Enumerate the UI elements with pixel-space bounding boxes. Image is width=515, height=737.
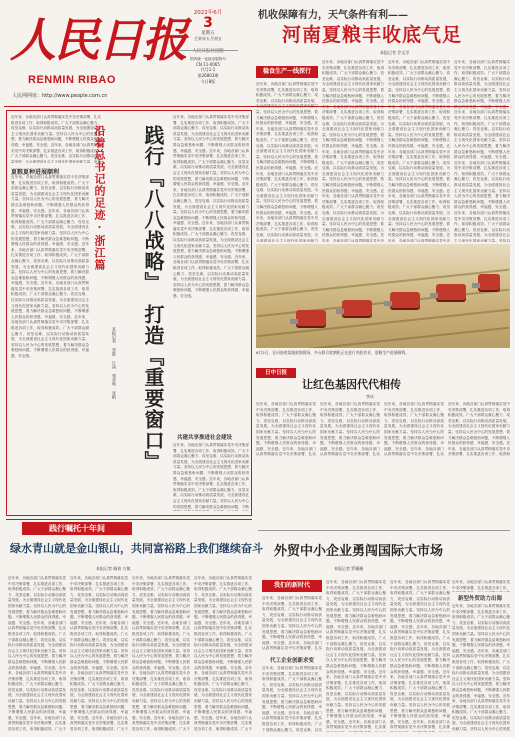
date-year: 2022年6月 [193, 10, 223, 16]
harvester-5 [478, 274, 500, 290]
serial: 国内统一连续出版物号 [190, 57, 226, 61]
anniversary-text-1: 近年来，各地各部门认真贯彻落实党中央决策部署，扎实推进各项工作，取得积极成效。广大干部群众凝心聚力、攻坚克难，以实际行动推动高质量发展，为全面建设社会主义现代化国家贡献力量。坚持以人民为中心的发展思想，着力解决群众急难愁盼问题，不断增强人民群众的获得感、幸福感、安全感。近年来，各地各部门认真贯彻落实党中央决策部署，扎实推进各项工作，取得积极成效。广大干部群众凝心聚力、攻坚克难，以实际行动推动高质量发展，为全面建设社会主义现代化国家贡献力量。坚持以人民为中心的发展思想，着力解决群众急难愁盼问题，不断增强人民群众的获得感、幸福感、安全感。近年来，各地各部门认真贯彻落实党中央决策部署，扎实推进各项工作，取得积极成效。广大干部群众凝心聚力、攻坚克难，以实际行动推动高质量发展，为全面建设社会主义现代化国家贡献力量。坚持以人民为中心的发展思想，着力解决群众急难愁盼问题，不断增强人民群众的获得感、幸福感、安全感。近年来，各地各部门认真贯彻落实党中央决策部署，扎实推进各项工作，取得积极成效。广大干 [8, 576, 66, 732]
red-gene-text-4: 近年来，各地各部门认真贯彻落实党中央决策部署，扎实推进各项工作，取得积极成效。广大干部群众凝心聚力、攻坚克难，以实际行动推动高质量发展，为全面建设社会主义现代化国家贡献力量。坚持以人民为中心的发展思想，着力解决群众急难愁盼问题，不断增强人民群众的获得感、幸福感、安全感。近年来，各地各部门认真贯彻落实党中央决策部署，扎实推进各项工作，取得积 [448, 402, 510, 456]
red-gene-tag: 日中日报 [256, 368, 296, 378]
trade-section-tag: 我们的新时代 [262, 580, 322, 592]
trade-text-3: 近年来，各地各部门认真贯彻落实党中央决策部署，扎实推进各项工作，取得积极成效。广大干部群众凝心聚力、攻坚克难，以实际行动推动高质量发展，为全面建设社会主义现代化国家贡献力量。坚持以人民为中心的发展思想，着力解决群众急难愁盼问题，不断增强人民群众的获得感、幸福感、安全感。近年来，各地各部门认真贯彻落实党中央决策部署，扎实推进各项工作，取得积极成效。广大干部群众凝心聚力、攻坚克难，以实际行动推动高质量发展，为全面建设社会主义现代化国家贡献力量。坚持以人民为中心的发展思想，着力解决群众急难愁盼问题，不断增强人民群众的获得感、幸福感、安全感。近年来，各地各部门认真贯彻落实党中央决策部署，扎实推进各项工作，取得积极成效。广大干部群众凝心聚力、攻坚克难，以实际行动推动高质量发展，为全面建设社会主义现代化国家贡献力量。坚持以人民为中心的发展思想，着力解决群众急难愁盼问题，不断增强人民群众的获得感、幸福感、安全感。近年来，各地各部门认真贯彻落实党中央决策部署，扎实推 [326, 580, 386, 730]
masthead-pinyin: RENMIN RIBAO [28, 74, 116, 86]
edition: 人民日报社出版 [192, 49, 224, 54]
anniversary-text-4: 近年来，各地各部门认真贯彻落实党中央决策部署，扎实推进各项工作，取得积极成效。广大干部群众凝心聚力、攻坚克难，以实际行动推动高质量发展，为全面建设社会主义现代化国家贡献力量。坚持以人民为中心的发展思想，着力解决群众急难愁盼问题，不断增强人民群众的获得感、幸福感、安全感。近年来，各地各部门认真贯彻落实党中央决策部署，扎实推进各项工作，取得积极成效。广大干部群众凝心聚力、攻坚克难，以实际行动推动高质量发展，为全面建设社会主义现代化国家贡献力量。坚持以人民为中心的发展思想，着力解决群众急难愁盼问题，不断增强人民群众的获得感、幸福感、安全感。近年来，各地各部门认真贯彻落实党中央决策部署，扎实推进各项工作，取得积极成效。广大干部群众凝心聚力、攻坚克难，以实际行动推动高质量发展，为全面建设社会主义现代化国家贡献力量。坚持以人民为中心的发展思想，着力解决群众急难愁盼问题，不断增强人民群众的获得感、幸福感、安全感。近年来，各地各部门认真贯彻落实党中央决策部署，扎实推进各项工作，取得积极成效。广大干 [194, 576, 252, 732]
anniversary-tag: 践行嘱托十年间 [22, 522, 132, 535]
top-story [250, 4, 512, 459]
trade-text-1: 近年来，各地各部门认真贯彻落实党中央决策部署，扎实推进各项工作，取得积极成效。广大干部群众凝心聚力、攻坚克难，以实际行动推动高质量发展，为全面建设社会主义现代化国家贡献力量。坚持以人民为中心的发展思想，着力解决群众急难愁盼问题，不断增强人民群众的获得感、幸福感、安全感。近年来，各地各部门认真贯彻落实党中央决策部署，扎实 [262, 596, 322, 651]
anniversary-text-3: 近年来，各地各部门认真贯彻落实党中央决策部署，扎实推进各项工作，取得积极成效。广大干部群众凝心聚力、攻坚克难，以实际行动推动高质量发展，为全面建设社会主义现代化国家贡献力量。坚持以人民为中心的发展思想，着力解决群众急难愁盼问题，不断增强人民群众的获得感、幸福感、安全感。近年来，各地各部门认真贯彻落实党中央决策部署，扎实推进各项工作，取得积极成效。广大干部群众凝心聚力、攻坚克难，以实际行动推动高质量发展，为全面建设社会主义现代化国家贡献力量。坚持以人民为中心的发展思想，着力解决群众急难愁盼问题，不断增强人民群众的获得感、幸福感、安全感。近年来，各地各部门认真贯彻落实党中央决策部署，扎实推进各项工作，取得积极成效。广大干部群众凝心聚力、攻坚克难，以实际行动推动高质量发展，为全面建设社会主义现代化国家贡献力量。坚持以人民为中心的发展思想，着力解决群众急难愁盼问题，不断增强人民群众的获得感、幸福感、安全感。近年来，各地各部门认真贯彻落实党中央决策部署，扎实推进各项工作，取得积极成效。广大干 [132, 576, 190, 732]
page-count: 今日8版 [200, 79, 216, 84]
photo-caption: 6月2日，在河南省某地收割现场，多台联合收割机正在进行麦收作业，夏粮生产进展顺利。 [256, 350, 409, 355]
harvest-photo [256, 244, 510, 348]
masthead-website: 人民网网址：http://www.people.com.cn [12, 93, 108, 99]
red-gene-byline: 李庆 [366, 394, 374, 399]
trade-text-6: 近年来，各地各部门认真贯彻落实党中央决策部署，扎实推进各项工作，取得积极成效。广大干部群众凝心聚力、攻坚克难，以实际行动推动高质量发展，为全面建设社会主义现代化国家贡献力量。坚持以人民为中心的发展思想，着力解决群众急难愁盼问题，不断增强人民群众的获得感、幸福感、安全感。近年来，各地各部门认真贯彻落实党中央决策部署，扎实推进各项工作，取得积极成效。广大干部群众凝心聚力、攻坚克难，以实际行动推动高质量发展，为全面建设社会主义现代化国家贡献力量。坚持以人民为中心的发展思想，着力解决群众急难愁盼问题，不断增强人民群众的获得感、幸福感、安全感。近年来，各地各部门认真贯彻落实党中央决策部署，扎实推进各项工作，取得积极成效。广大干部群众凝心聚力、攻坚克难，以实际行动推动高质量发展，为全面建设社会主义现代化国家贡献力量。坚持以人民为中心的发展 [452, 604, 510, 732]
harvester-3 [390, 292, 420, 308]
harvester-4 [436, 284, 466, 300]
feature-byline: 本报记者 窦皓 江南 郑晋鸣 张帆 [112, 327, 117, 399]
date-lunar: 壬寅年五月初五 [194, 36, 222, 41]
feature-box [6, 110, 252, 516]
feature-intro: 近年来，各地各部门认真贯彻落实党中央决策部署，扎实推进各项工作，取得积极成效。广大干部群众凝心聚力、攻坚克难，以实际行动推动高质量发展，为全面建设社会主义现代化国家贡献力量。坚持以人民为中心的发展思想，着力解决群众急难愁盼问题，不断增强人民群众的获得感、幸福感、安全感。近年来，各地各部门认真贯彻落实党中央决策部署，扎实推进各项工作，取得积极成效。广大干部群众凝心聚力、攻坚克难，以实际行动推动高质量发展，为全面建设社会主义现代化国家贡献力量。坚持 [11, 115, 101, 163]
masthead-name: 人民日报 [10, 13, 186, 67]
trade-byline: 本报记者 罗珊珊 [334, 566, 364, 571]
issue-code: 代号1-1 [200, 67, 216, 72]
top-section-tag: 稳食生产一线探行 [256, 66, 318, 78]
issue-number: 第26803期 [197, 73, 219, 78]
top-text-col-3: 近年来，各地各部门认真贯彻落实党中央决策部署，扎实推进各项工作，取得积极成效。广大干部群众凝心聚力、攻坚克难，以实际行动推动高质量发展，为全面建设社会主义现代化国家贡献力量。坚持以人民为中心的发展思想，着力解决群众急难愁盼问题，不断增强人民群众的获得感、幸福感、安全感。近年来，各地各部门认真贯彻落实党中央决策部署，扎实推进各项工作，取得积极成效。广大干部群众凝心聚力、攻坚克难，以实际行动推动高质量发展，为全面建设社会主义现代化国家贡献力量。坚持以人民为中心的发展思想，着力解决群众急难愁盼问题，不断增强人民群众的获得感、幸福感、安全感。近年来，各地各部门认真贯彻落实党中央决策部署，扎实推进各项工作，取得积极成效。广大干部群众凝心聚力、攻坚克难，以实际行动推动高质量发展，为全面建设社会主义现代化国家贡献力量。坚持以人民为中心的发展思想，着力解决群众急难愁盼问题，不断增强人民群众的获得感、幸福感、安全感。近年来，各地各部门认真贯彻落实党中央决策部署，扎实推进各项工作，取得积极成效。广大干部群众凝心聚力、攻坚克难，以实际行动推动高质量发展，为全面建设社会主义现代化国家贡献力量。坚持以人民为中心的发展思想，着力解决群众急难愁盼问题，不断增强人民群众的获得感、幸福感、安全感。近年来，各地各部门认真贯彻落实党中央 [388, 60, 450, 242]
trade-sub-2: 新型外贸助力出海 [458, 596, 503, 602]
anniversary-text-2: 近年来，各地各部门认真贯彻落实党中央决策部署，扎实推进各项工作，取得积极成效。广大干部群众凝心聚力、攻坚克难，以实际行动推动高质量发展，为全面建设社会主义现代化国家贡献力量。坚持以人民为中心的发展思想，着力解决群众急难愁盼问题，不断增强人民群众的获得感、幸福感、安全感。近年来，各地各部门认真贯彻落实党中央决策部署，扎实推进各项工作，取得积极成效。广大干部群众凝心聚力、攻坚克难，以实际行动推动高质量发展，为全面建设社会主义现代化国家贡献力量。坚持以人民为中心的发展思想，着力解决群众急难愁盼问题，不断增强人民群众的获得感、幸福感、安全感。近年来，各地各部门认真贯彻落实党中央决策部署，扎实推进各项工作，取得积极成效。广大干部群众凝心聚力、攻坚克难，以实际行动推动高质量发展，为全面建设社会主义现代化国家贡献力量。坚持以人民为中心的发展思想，着力解决群众急难愁盼问题，不断增强人民群众的获得感、幸福感、安全感。近年来，各地各部门认真贯彻落实党中央决策部署，扎实推进各项工作，取得积极成效。广大干 [70, 576, 128, 732]
trade-text-2: 近年来，各地各部门认真贯彻落实党中央决策部署，扎实推进各项工作，取得积极成效。广大干部群众凝心聚力、攻坚克难，以实际行动推动高质量发展，为全面建设社会主义现代化国家贡献力量。坚持以人民为中心的发展思想，着力解决群众急难愁盼问题，不断增强人民群众的获得感、幸福感、安全感。近年来，各地各部门认真贯彻落实党中央决策部署，扎实推进各项工作，取得积极成效。广大干部群众凝心聚力、攻坚克难，以实 [262, 666, 322, 732]
trade-headline: 外贸中小企业勇闯国际大市场 [274, 544, 444, 559]
top-text-col-4: 近年来，各地各部门认真贯彻落实党中央决策部署，扎实推进各项工作，取得积极成效。广大干部群众凝心聚力、攻坚克难，以实际行动推动高质量发展，为全面建设社会主义现代化国家贡献力量。坚持以人民为中心的发展思想，着力解决群众急难愁盼问题，不断增强人民群众的获得感、幸福感、安全感。近年来，各地各部门认真贯彻落实党中央决策部署，扎实推进各项工作，取得积极成效。广大干部群众凝心聚力、攻坚克难，以实际行动推动高质量发展，为全面建设社会主义现代化国家贡献力量。坚持以人民为中心的发展思想，着力解决群众急难愁盼问题，不断增强人民群众的获得感、幸福感、安全感。近年来，各地各部门认真贯彻落实党中央决策部署，扎实推进各项工作，取得积极成效。广大干部群众凝心聚力、攻坚克难，以实际行动推动高质量发展，为全面建设社会主义现代化国家贡献力量。坚持以人民为中心的发展思想，着力解决群众急难愁盼问题，不断增强人民群众的获得感、幸福感、安全感。近年来，各地各部门认真贯彻落实党中央决策部署，扎实推进各项工作，取得积极成效。广大干部群众凝心聚力、攻坚克难，以实际行动推动高质量发展，为全面建设社会主义现代化国家贡献力量。坚持以 [454, 60, 510, 242]
date-day: 3 [203, 15, 213, 31]
top-text-col-2: 近年来，各地各部门认真贯彻落实党中央决策部署，扎实推进各项工作，取得积极成效。广大干部群众凝心聚力、攻坚克难，以实际行动推动高质量发展，为全面建设社会主义现代化国家贡献力量。坚持以人民为中心的发展思想，着力解决群众急难愁盼问题，不断增强人民群众的获得感、幸福感、安全感。近年来，各地各部门认真贯彻落实党中央决策部署，扎实推进各项工作，取得积极成效。广大干部群众凝心聚力、攻坚克难，以实际行动推动高质量发展，为全面建设社会主义现代化国家贡献力量。坚持以人民为中心的发展思想，着力解决群众急难愁盼问题，不断增强人民群众的获得感、幸福感、安全感。近年来，各地各部门认真贯彻落实党中央决策部署，扎实推进各项工作，取得积极成效。广大干部群众凝心聚力、攻坚克难，以实际行动推动高质量发展，为全面建设社会主义现代化国家贡献力量。坚持以人民为中心的发展思想，着力解决群众急难愁盼问题，不断增强人民群众的获得感、幸福感、安全感。近年来，各地各部门认真贯彻落实党中央决策部署，扎实推进各项工作，取得积极成效。广大干部群众凝心聚力、攻坚克难，以实际行动推动高质量发展，为全面建设社会主义现代化国家贡献力量。坚持以人民为中心的发展思想，着力解决群众急难愁盼问题，不断增强人民群众的获得感、幸福感、安全感。近年来，各地各部门认真贯彻落实党中央 [322, 60, 384, 242]
harvester-2 [342, 300, 372, 316]
feature-headline: 践行『八八战略』 打造『重要窗口』 [141, 125, 165, 472]
red-gene-text-1: 近年来，各地各部门认真贯彻落实党中央决策部署，扎实推进各项工作，取得积极成效。广大干部群众凝心聚力、攻坚克难，以实际行动推动高质量发展，为全面建设社会主义现代化国家贡献力量。坚持以人民为中心的发展思想，着力解决群众急难愁盼问题，不断增强人民群众的获得感、幸福感、安全感。近年来，各地各部门认真贯彻落实党中央决策部署，扎实 [256, 402, 316, 456]
trade-text-5: 近年来，各地各部门认真贯彻落实党中央决策部署，扎实推进各项工作， [452, 580, 510, 590]
top-byline: 本报记者 乔文学 [380, 50, 410, 55]
top-kicker: 机收保障有力，天气条件有利—— [258, 10, 408, 21]
feature-text-col-2: 近年来，各地各部门认真贯彻落实党中央决策部署，扎实推进各项工作，取得积极成效。广大干部群众凝心聚力、攻坚克难，以实际行动推动高质量发展，为全面建设社会主义现代化国家贡献力量。坚持以人民为中心的发展思想，着力解决群众急难愁盼问题，不断增强人民群众的获得感、幸福感、安全感。近年来，各地各部门认真贯彻落实党中央决策部署，扎实推进各项工作，取得积极成效。广大干部群众凝心聚力、攻坚克难，以实际行动推动高质量发展，为全面建设社会主义现代化国家贡献力量。坚持以人民为中心的发展思想，着力解决群众急难愁盼问题，不断增强人民群众的获得感、幸福感、安全感。近年来，各地各部门认真贯彻落实党中央决策部署，扎实推进各项工作，取得积极成效。广大干部群众凝心聚力、攻坚克难，以实际行动推动高质量发展，为全面建设社会主义现代化国家贡献力量。坚持以人民为中心的发展思想，着力解决群众急难愁盼问题，不断增强人民群众的获得感、幸福感、安全感。近年来，各地各部门认真贯彻落实党中央决策部署，扎实推进各项工作，取得积极成效。广大干部群众凝心聚力、攻坚克难，以实际行动推动高质量发展，为全面建设社会主义现代化国家贡献力量。坚持以人民为中心的发展思想，着力解决群众急难愁盼问题，不断增强人民群众的获得感、幸福感、安全感。近年来，各地各部门认真贯彻落实党中央决策部署，扎实推进各项工作，取得积极成效。广大干部群众凝心聚力、攻坚克难，以实际行动推动高质量发展，为全面建设社会主义现代化国家贡献力量。坚持以人民为中心的发展思想，着力解决群众急难愁盼问题，不断增强人民群众的获得感、幸福感、安全感。 [173, 115, 249, 298]
top-text-col-1: 近年来，各地各部门认真贯彻落实党中央决策部署，扎实推进各项工作，取得积极成效。广大干部群众凝心聚力、攻坚克难，以实际行动推动高质量发展，为全面建设社会主义现代化国家贡献力量。坚持以人民为中心的发展思想，着力解决群众急难愁盼问题，不断增强人民群众的获得感、幸福感、安全感。近年来，各地各部门认真贯彻落实党中央决策部署，扎实推进各项工作，取得积极成效。广大干部群众凝心聚力、攻坚克难，以实际行动推动高质量发展，为全面建设社会主义现代化国家贡献力量。坚持以人民为中心的发展思想，着力解决群众急难愁盼问题，不断增强人民群众的获得感、幸福感、安全感。近年来，各地各部门认真贯彻落实党中央决策部署，扎实推进各项工作，取得积极成效。广大干部群众凝心聚力、攻坚克难，以实际行动推动高质量发展，为全面建设社会主义现代化国家贡献力量。坚持以人民为中心的发展思想，着力解决群众急难愁盼问题，不断增强人民群众的获得感、幸福感、安全感。近年来，各地各部门认真贯彻落实党中央决策部署，扎实推进各项工作，取得积极成效。广大干部群众凝心聚力、攻坚克难，以实际行动推动高质量发展，为全面建设社会主义现代化国家贡献力 [256, 82, 318, 242]
feature-text-col-1: 近年来，各地各部门认真贯彻落实党中央决策部署，扎实推进各项工作，取得积极成效。广大干部群众凝心聚力、攻坚克难，以实际行动推动高质量发展，为全面建设社会主义现代化国家贡献力量。坚持以人民为中心的发展思想，着力解决群众急难愁盼问题，不断增强人民群众的获得感、幸福感、安全感。近年来，各地各部门认真贯彻落实党中央决策部署，扎实推进各项工作，取得积极成效。广大干部群众凝心聚力、攻坚克难，以实际行动推动高质量发展，为全面建设社会主义现代化国家贡献力量。坚持以人民为中心的发展思想，着力解决群众急难愁盼问题，不断增强人民群众的获得感、幸福感、安全感。近年来，各地各部门认真贯彻落实党中央决策部署，扎实推进各项工作，取得积极成效。广大干部群众凝心聚力、攻坚克难，以实际行动推动高质量发展，为全面建设社会主义现代化国家贡献力量。坚持以人民为中心的发展思想，着力解决群众急难愁盼问题，不断增强人民群众的获得感、幸福感、安全感。近年来，各地各部门认真贯彻落实党中央决策部署，扎实推进各项工作，取得积极成效。广大干部群众凝心聚力、攻坚克难，以实际行动推动高质量发展，为全面建设社会主义现代化国家贡献力量。坚持以人民为中心的发展思想，着力解决群众急难愁盼问题，不断增强人民群众的获得感、幸福感、安全感。近年来，各地各部门认真贯彻落实党中央决策部署，扎实推进各项工作，取得积极成效。广大干部群众凝心聚力、攻坚克难，以实际行动推动高质量发展，为全面建设社会主义现代化国家贡献力量。坚持以人民为中心的发展思想，着力解决群众急难愁盼问题，不断增强人民群众的获得感、幸福感、安全感。 [11, 175, 89, 358]
date-weekday: 星期五 [201, 31, 215, 36]
sub-heading-2: 共建共享推进社会建设 [177, 435, 233, 441]
date-block [172, 6, 244, 96]
red-gene-box [256, 368, 510, 458]
harvester-1 [296, 310, 326, 326]
cn-number: CN 11-0065 [196, 62, 220, 67]
red-gene-headline: 让红色基因代代相传 [302, 378, 401, 391]
anniversary-byline: 本报记者 顾春 方敏 [96, 566, 131, 571]
feature-side-label: 沿着总书记的足迹·浙江篇 [93, 125, 106, 271]
anniversary-headline: 绿水青山就是金山银山，共同富裕路上我们继续奋斗 [10, 542, 263, 555]
sub-heading-1: 夏粮夏种进展顺利 [11, 169, 60, 176]
trade-text-4: 近年来，各地各部门认真贯彻落实党中央决策部署，扎实推进各项工作，取得积极成效。广大干部群众凝心聚力、攻坚克难，以实际行动推动高质量发展，为全面建设社会主义现代化国家贡献力量。坚持以人民为中心的发展思想，着力解决群众急难愁盼问题，不断增强人民群众的获得感、幸福感、安全感。近年来，各地各部门认真贯彻落实党中央决策部署，扎实推进各项工作，取得积极成效。广大干部群众凝心聚力、攻坚克难，以实际行动推动高质量发展，为全面建设社会主义现代化国家贡献力量。坚持以人民为中心的发展思想，着力解决群众急难愁盼问题，不断增强人民群众的获得感、幸福感、安全感。近年来，各地各部门认真贯彻落实党中央决策部署，扎实推进各项工作，取得积极成效。广大干部群众凝心聚力、攻坚克难，以实际行动推动高质量发展，为全面建设社会主义现代化国家贡献力量。坚持以人民为中心的发展思想，着力解决群众急难愁盼问题，不断增强人民群众的获得感、幸福感、安全感。近年来，各地各部门认真贯彻落实党中央决策部署，扎实推 [390, 580, 450, 730]
red-gene-text-2: 近年来，各地各部门认真贯彻落实党中央决策部署，扎实推进各项工作，取得积极成效。广大干部群众凝心聚力、攻坚克难，以实际行动推动高质量发展，为全面建设社会主义现代化国家贡献力量。坚持以人民为中心的发展思想，着力解决群众急难愁盼问题，不断增强人民群众的获得感、幸福感、安全感。近年来，各地各部门认真贯彻落实党中央决策部署，扎实 [320, 402, 380, 456]
red-gene-text-3: 近年来，各地各部门认真贯彻落实党中央决策部署，扎实推进各项工作，取得积极成效。广大干部群众凝心聚力、攻坚克难，以实际行动推动高质量发展，为全面建设社会主义现代化国家贡献力量。坚持以人民为中心的发展思想，着力解决群众急难愁盼问题，不断增强人民群众的获得感、幸福感、安全感。近年来，各地各部门认真贯彻落实党中央决策部署，扎实 [384, 402, 444, 456]
top-headline: 河南夏粮丰收底气足 [282, 24, 463, 46]
trade-sub-1: 代工企业创新求变 [270, 658, 315, 664]
feature-text-col-3: 近年来，各地各部门认真贯彻落实党中央决策部署，扎实推进各项工作，取得积极成效。广大干部群众凝心聚力、攻坚克难，以实际行动推动高质量发展，为全面建设社会主义现代化国家贡献力量。坚持以人民为中心的发展思想，着力解决群众急难愁盼问题，不断增强人民群众的获得感、幸福感、安全感。近年来，各地各部门认真贯彻落实党中央决策部署，扎实推进各项工作，取得积极成效。广大干部群众凝心聚力、攻坚克难，以实际行动推动高质量发展，为全面建设社会主义现代化国家贡献力量。坚持以人民为中心的发展思想，着力解决群众急难愁盼问题，不断 [173, 443, 249, 509]
